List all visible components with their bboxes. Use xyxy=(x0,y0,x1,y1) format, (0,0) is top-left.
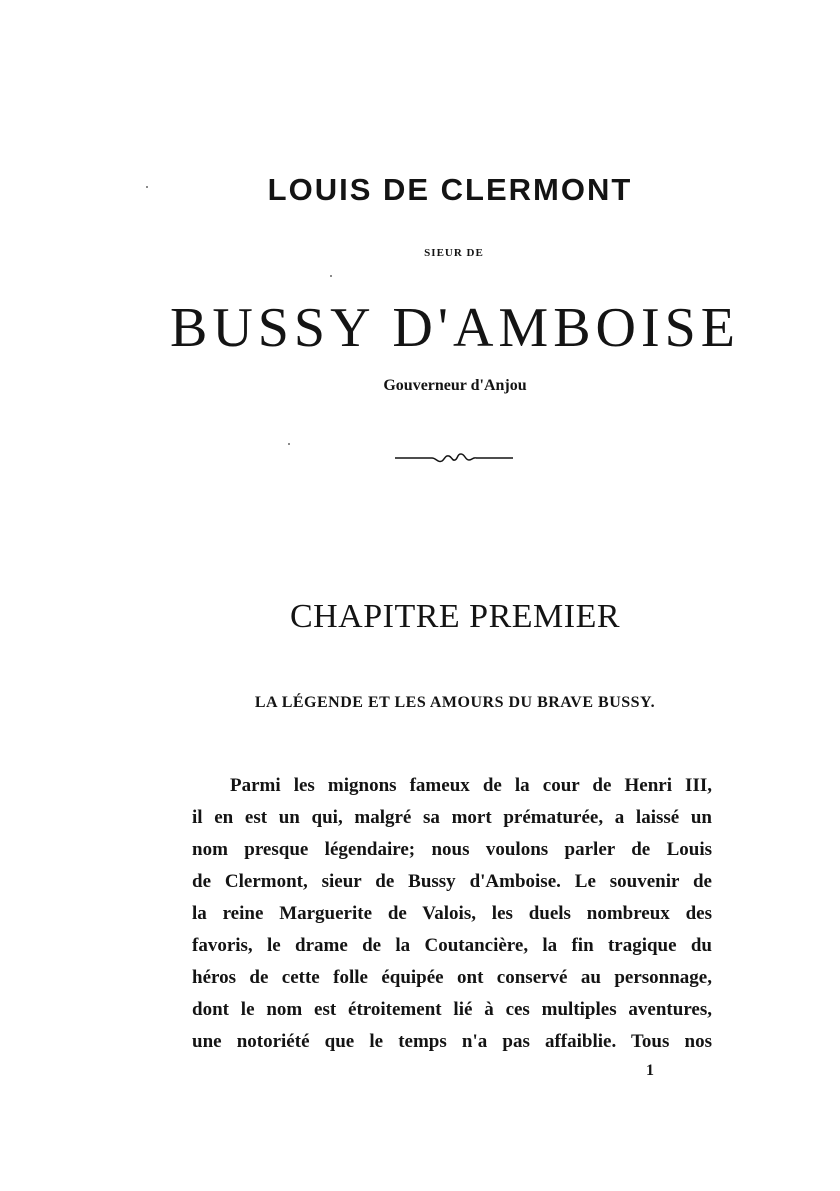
body-line: de Clermont, sieur de Bussy d'Amboise. Le souvenir de xyxy=(192,871,712,892)
paper-speck xyxy=(330,275,332,277)
body-line: dont le nom est étroitement lié à ces multiples aventures, xyxy=(192,999,712,1020)
body-line: héros de cette folle équipée ont conservé au personnage, xyxy=(192,967,712,988)
chapter-body-text xyxy=(192,770,712,1058)
book-title: LOUIS DE CLERMONT xyxy=(267,172,633,207)
body-line: favoris, le drame de la Coutancière, la fin tragique du xyxy=(192,935,712,956)
chapter-title: CHAPITRE PREMIER xyxy=(289,598,621,635)
subject-role: Gouverneur d'Anjou xyxy=(383,377,527,394)
paper-speck xyxy=(288,443,290,445)
ornamental-rule-icon xyxy=(395,449,513,467)
body-line: la reine Marguerite de Valois, les duels nombreux des xyxy=(192,903,712,924)
page-number: 1 xyxy=(646,1062,654,1079)
body-line: nom presque légendaire; nous voulons parler de Louis xyxy=(192,839,712,860)
body-line: Parmi les mignons fameux de la cour de Henri III, xyxy=(230,775,712,796)
body-line: une notoriété que le temps n'a pas affaiblie. Tous nos xyxy=(192,1031,712,1052)
body-line: il en est un qui, malgré sa mort prématurée, a laissé un xyxy=(192,807,712,828)
chapter-subtitle: LA LÉGENDE ET LES AMOURS DU BRAVE BUSSY. xyxy=(254,694,656,711)
title-connector: SIEUR DE xyxy=(424,247,484,259)
subject-name: BUSSY D'AMBOISE xyxy=(169,297,740,359)
